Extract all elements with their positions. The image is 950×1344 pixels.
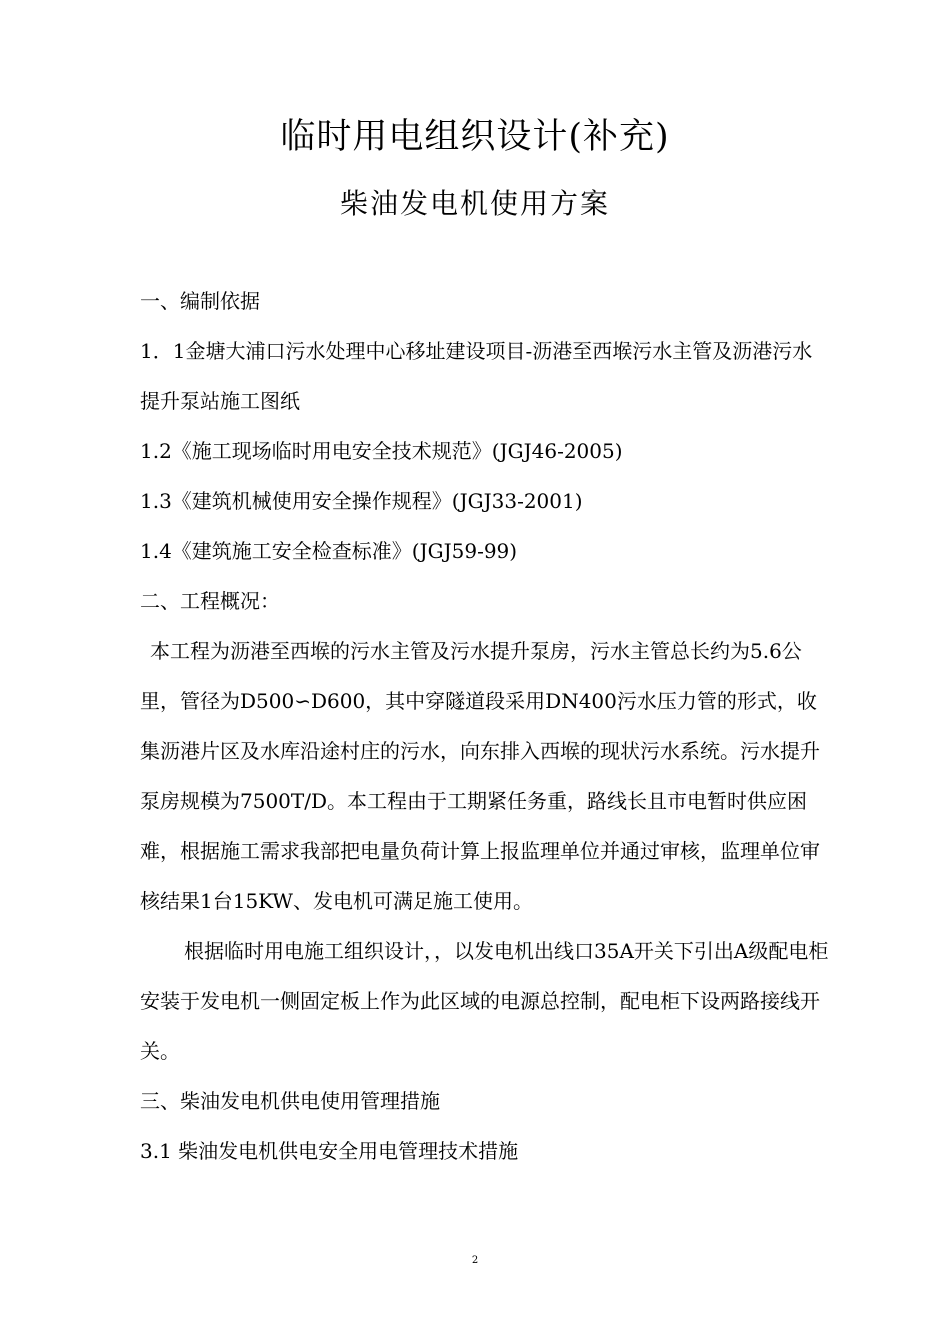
reference-item: 1.3《建筑机械使用安全操作规程》(JGJ33-2001) (140, 489, 583, 513)
document-body (140, 276, 830, 1176)
reference-item: 1.4《建筑施工安全检查标准》(JGJ59-99) (140, 539, 518, 563)
section-heading: 三、柴油发电机供电使用管理措施 (140, 1089, 440, 1113)
document-subtitle: 柴油发电机使用方案 (339, 187, 610, 220)
subsection-heading: 3.1 柴油发电机供电安全用电管理技术措施 (140, 1139, 519, 1163)
reference-item: 1．1金塘大浦口污水处理中心移址建设项目-沥港至西堠污水主管及沥港污水提升泵站施工图纸 (140, 339, 813, 413)
section-heading: 一、编制依据 (140, 289, 260, 313)
document-title: 临时用电组织设计(补充) (280, 117, 670, 157)
section-heading: 二、工程概况： (140, 589, 280, 613)
reference-item: 1.2《施工现场临时用电安全技术规范》(JGJ46-2005) (140, 439, 623, 463)
overview-paragraph: 本工程为沥港至西堠的污水主管及污水提升泵房，污水主管总长约为5.6公里，管径为D500∽D600，其中穿隧道段采用DN400污水压力管的形式，收集沥港片区及水库沿途村庄的污水，向东排入西堠的现状污水系统。污水提升泵房规模为7500T/D。本工程由于工期紧任务重，路线长且市电暂时供应困难，根据施工需求我部把电量负荷计算上报监理单位并通过审核，监理单位审核结果1台15KW、发电机可满足施工使用。 (140, 639, 820, 913)
page-number: 2 (471, 1255, 479, 1266)
distribution-paragraph: 根据临时用电施工组织设计，，以发电机出线口35A开关下引出A级配电柜安装于发电机一侧固定板上作为此区域的电源总控制，配电柜下设两路接线开关。 (140, 939, 829, 1063)
